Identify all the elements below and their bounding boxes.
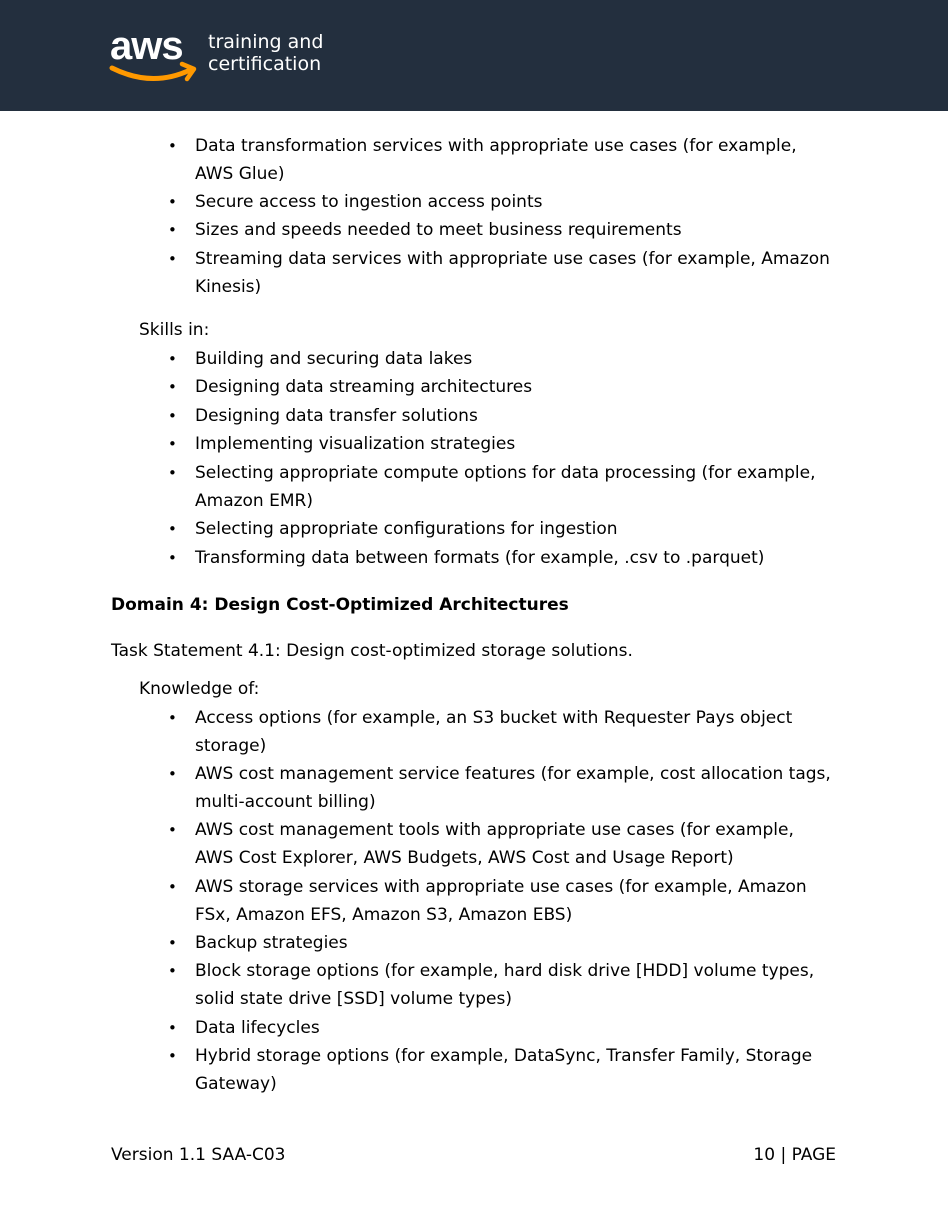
list-item: • Secure access to ingestion access points: [195, 188, 835, 216]
skills-heading: Skills in:: [139, 320, 210, 340]
logo-tagline: [208, 31, 323, 75]
list-item: • Transforming data between formats (for example, .csv to .parquet): [195, 544, 835, 572]
list-item: • Access options (for example, an S3 bucket with Requester Pays object storage): [195, 704, 835, 760]
task-statement: Task Statement 4.1: Design cost-optimized storage solutions.: [111, 641, 633, 661]
tagline-line-2: certification: [208, 53, 322, 75]
page-header: [0, 0, 948, 111]
list-item: • Data lifecycles: [195, 1014, 835, 1042]
list-item: • Hybrid storage options (for example, DataSync, Transfer Family, Storage Gateway): [195, 1042, 835, 1098]
list-item: • Designing data streaming architectures: [195, 373, 835, 401]
knowledge-heading: Knowledge of:: [139, 679, 260, 699]
list-item: • Backup strategies: [195, 929, 835, 957]
list-item: • AWS cost management tools with appropriate use cases (for example, AWS Cost Explorer, AWS Budgets, AWS Cost and Usage Report): [195, 816, 835, 872]
list-item: • Streaming data services with appropriate use cases (for example, Amazon Kinesis): [195, 245, 835, 301]
list-item: • AWS cost management service features (for example, cost allocation tags, multi-account billing): [195, 760, 835, 816]
list-item: • Selecting appropriate configurations for ingestion: [195, 515, 835, 543]
list-item: • Block storage options (for example, hard disk drive [HDD] volume types, solid state drive [SSD] volume types): [195, 957, 835, 1013]
list-item: • Data transformation services with appropriate use cases (for example, AWS Glue): [195, 132, 835, 188]
aws-smile-icon: [108, 60, 200, 86]
list-item: • Building and securing data lakes: [195, 345, 835, 373]
tagline-line-1: training and: [208, 31, 324, 53]
domain-heading: Domain 4: Design Cost-Optimized Architectures: [111, 595, 569, 615]
aws-logo-word: aws: [110, 24, 183, 68]
list-item: • AWS storage services with appropriate use cases (for example, Amazon FSx, Amazon EFS, Amazon S3, Amazon EBS): [195, 873, 835, 929]
list-item: • Sizes and speeds needed to meet business requirements: [195, 216, 835, 244]
footer-version: Version 1.1 SAA-C03: [111, 1145, 286, 1165]
list-item: • Implementing visualization strategies: [195, 430, 835, 458]
footer-page-number: 10 | PAGE: [753, 1145, 836, 1165]
list-item: • Designing data transfer solutions: [195, 402, 835, 430]
list-item: • Selecting appropriate compute options for data processing (for example, Amazon EMR): [195, 459, 835, 515]
